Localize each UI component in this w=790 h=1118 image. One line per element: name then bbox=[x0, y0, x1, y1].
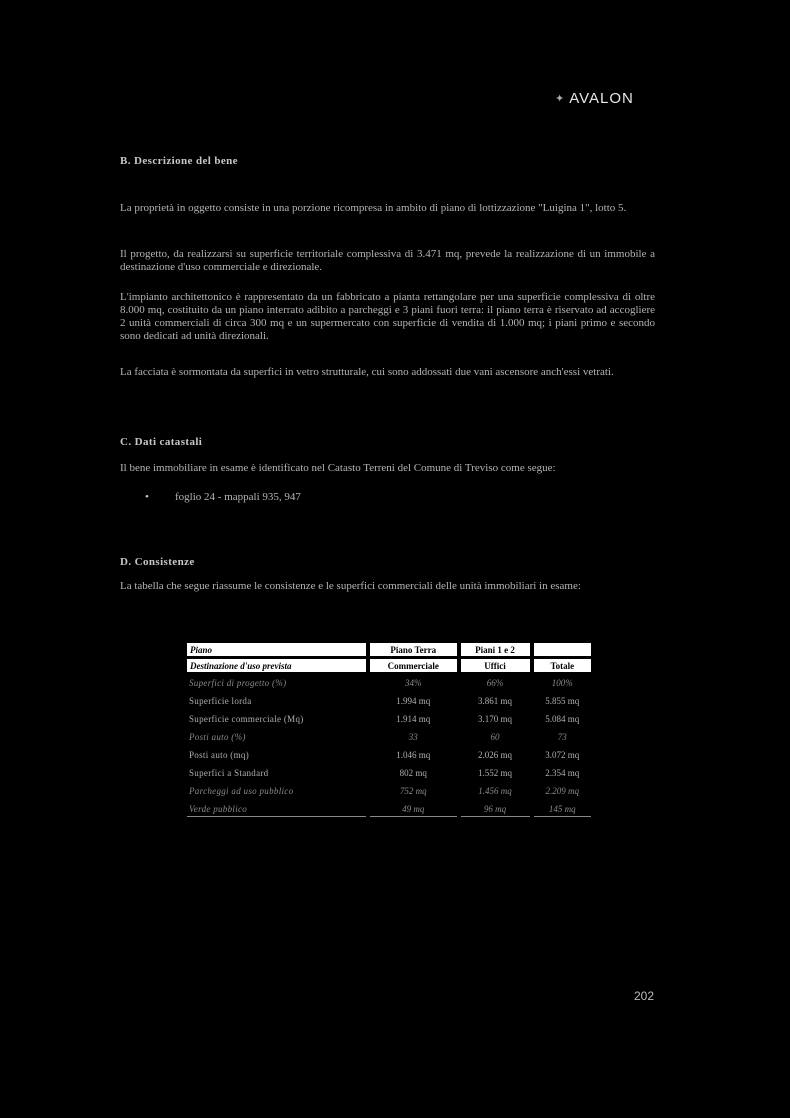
table-cell: Verde pubblico bbox=[187, 801, 366, 817]
table-row bbox=[187, 783, 591, 798]
table-row bbox=[187, 729, 591, 744]
table-row bbox=[187, 693, 591, 708]
page-number: 202 bbox=[634, 989, 655, 1003]
table-cell: 1.552 mq bbox=[478, 767, 513, 778]
section-c-title: C. Dati catastali bbox=[120, 436, 203, 448]
table-cell: 96 mq bbox=[461, 801, 530, 817]
section-b-paragraph-2: Il progetto, da realizzarsi su superficie territoriale complessiva di 3.471 mq, prevede la realizzazione di un immobile a destinazione d'uso commerciale e direzionale. bbox=[120, 248, 655, 273]
table-cell: 2.026 mq bbox=[478, 749, 513, 760]
table-row bbox=[187, 711, 591, 726]
section-b-title: B. Descrizione del bene bbox=[120, 155, 238, 167]
table-cell: 1.456 mq bbox=[478, 785, 512, 796]
table-cell: 3.170 mq bbox=[478, 713, 513, 724]
star-icon: ✦ bbox=[555, 93, 566, 105]
table-header-cell: Piano bbox=[187, 643, 366, 656]
section-b-paragraph-1: La proprietà in oggetto consiste in una porzione ricompresa in ambito di piano di lottizzazione "Luigina 1", lotto 5. bbox=[120, 202, 627, 214]
table-cell: 145 mq bbox=[534, 801, 591, 817]
table-row bbox=[187, 765, 591, 780]
table-cell: 752 mq bbox=[399, 785, 427, 796]
table-cell: Posti auto (mq) bbox=[189, 749, 249, 760]
section-c-paragraph: Il bene immobiliare in esame è identificato nel Catasto Terreni del Comune di Treviso come segue: bbox=[120, 462, 556, 474]
table-cell: 3.072 mq bbox=[545, 749, 580, 760]
table-header-row bbox=[187, 643, 591, 656]
table-cell: 5.084 mq bbox=[545, 713, 580, 724]
table-cell: 2.354 mq bbox=[545, 767, 580, 778]
table-row bbox=[187, 747, 591, 762]
table-cell: 5.855 mq bbox=[545, 695, 580, 706]
table-cell: 66% bbox=[486, 677, 504, 688]
table-header-cell bbox=[534, 643, 591, 656]
table-header-cell: Uffici bbox=[461, 659, 530, 672]
table-cell: 3.861 mq bbox=[478, 695, 513, 706]
table-row bbox=[187, 801, 591, 817]
table-cell: 33 bbox=[408, 731, 418, 742]
table-cell: Posti auto (%) bbox=[189, 731, 246, 742]
cadastral-list bbox=[145, 491, 301, 503]
logo-text: AVALON bbox=[569, 90, 634, 107]
table-cell: 1.914 mq bbox=[396, 713, 431, 724]
table-row bbox=[187, 675, 591, 690]
table-cell: 49 mq bbox=[370, 801, 457, 817]
table-cell: Superfici di progetto (%) bbox=[189, 677, 287, 688]
section-d-paragraph: La tabella che segue riassume le consistenze e le superfici commerciali delle unità immobiliari in esame: bbox=[120, 580, 581, 592]
table-cell: Superfici a Standard bbox=[189, 767, 269, 778]
table-cell: 802 mq bbox=[399, 767, 427, 778]
table-header-cell: Totale bbox=[534, 659, 591, 672]
table-cell: 34% bbox=[405, 677, 422, 688]
table-header-row bbox=[187, 659, 591, 672]
table-cell: Parcheggi ad uso pubblico bbox=[189, 785, 294, 796]
section-b-paragraph-3: L'impianto architettonico è rappresentato da un fabbricato a pianta rettangolare per una superficie complessiva di oltre 8.000 mq, costituito da un piano interrato adibito a parcheggi e 3 piani fuori terra: il piano terra è riservato ad accogliere 2 unità commerciali di circa 300 mq e un supermercato con superficie di vendita di 1.000 mq; i piani primo e secondo sono dedicati ad unità direzionali. bbox=[120, 291, 655, 342]
table-cell: 1.994 mq bbox=[396, 695, 431, 706]
consistency-table bbox=[183, 640, 595, 820]
table-cell: 100% bbox=[551, 677, 573, 688]
table-cell: 60 bbox=[490, 731, 500, 742]
table-header-cell: Piano Terra bbox=[370, 643, 457, 656]
table-cell: Superficie commerciale (Mq) bbox=[189, 713, 304, 724]
list-item: • foglio 24 - mappali 935, 947 bbox=[145, 491, 301, 503]
table-header-cell: Commerciale bbox=[370, 659, 457, 672]
table-header-cell: Piani 1 e 2 bbox=[461, 643, 530, 656]
table-header-cell: Destinazione d'uso prevista bbox=[187, 659, 366, 672]
section-b-paragraph-4: La facciata è sormontata da superfici in vetro strutturale, cui sono addossati due vani ascensore anch'essi vetrati. bbox=[120, 366, 614, 378]
table-cell: 73 bbox=[557, 731, 567, 742]
table-cell: 2.209 mq bbox=[545, 785, 580, 796]
section-d-title: D. Consistenze bbox=[120, 556, 195, 568]
brand-logo bbox=[555, 90, 634, 107]
table-cell: Superficie lorda bbox=[189, 695, 252, 706]
table-cell: 1.046 mq bbox=[396, 749, 431, 760]
